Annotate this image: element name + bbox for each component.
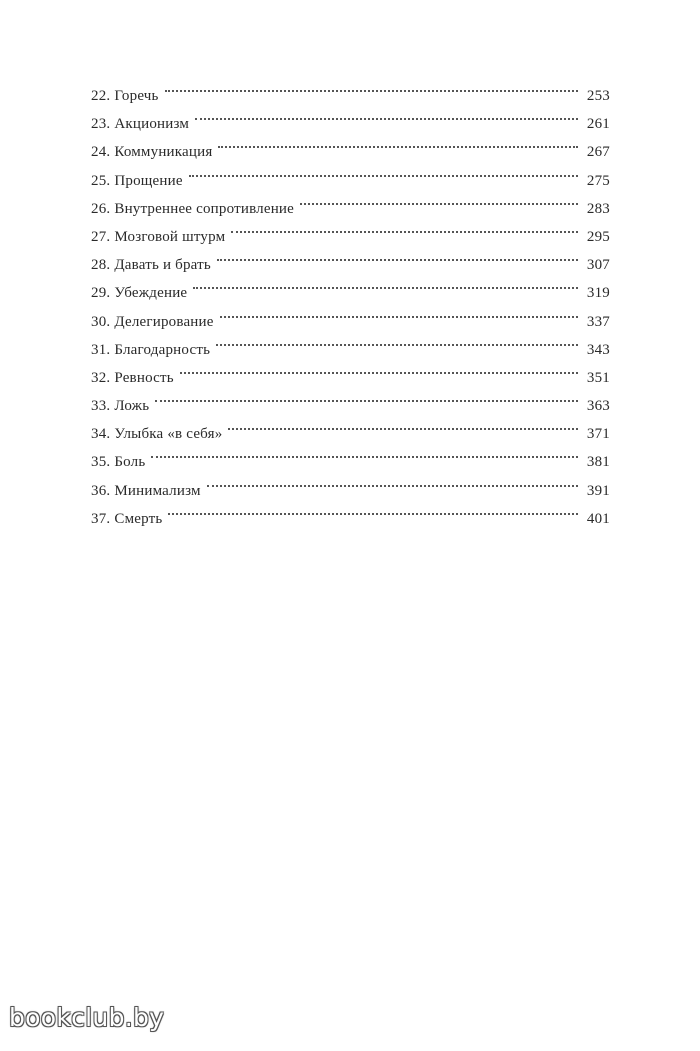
toc-entry-title: Ревность	[114, 369, 174, 386]
dot-leader	[168, 495, 578, 523]
toc-entry-number: 25.	[91, 172, 111, 189]
toc-entry-page: 275	[586, 172, 610, 189]
toc-entry-number: 31.	[91, 341, 111, 358]
toc-entry-number: 29.	[91, 285, 111, 302]
dot-leader	[151, 438, 578, 466]
toc-entry-page: 401	[586, 510, 610, 527]
toc-entry-title: Ложь	[114, 398, 150, 415]
toc-entry-page: 351	[586, 369, 610, 386]
toc-entry	[91, 410, 610, 443]
toc-entry-page: 319	[586, 285, 610, 302]
toc-entry	[91, 495, 610, 527]
toc-entry-title: Делегирование	[114, 313, 214, 330]
toc-entry-title: Убеждение	[114, 285, 188, 302]
toc-entry-page: 261	[586, 116, 610, 133]
toc-entry	[91, 72, 610, 104]
toc-entry-title: Горечь	[114, 88, 159, 104]
toc-entry-page: 343	[586, 341, 610, 358]
toc-entry-title: Акционизм	[114, 116, 190, 133]
toc-entry-number: 30.	[91, 313, 111, 330]
dot-leader	[217, 241, 578, 269]
dot-leader	[220, 298, 578, 326]
dot-leader	[195, 100, 578, 128]
toc-entry-number: 37.	[91, 510, 111, 527]
toc-entry-title: Боль	[114, 454, 146, 471]
table-of-contents	[91, 72, 610, 527]
toc-entry-number: 27.	[91, 228, 111, 245]
dot-leader	[228, 410, 578, 438]
toc-entry	[91, 100, 610, 133]
toc-entry-number: 22.	[91, 88, 111, 104]
toc-entry-page: 337	[586, 313, 610, 330]
toc-entry-title: Мозговой штурм	[114, 228, 226, 245]
toc-entry-number: 32.	[91, 369, 111, 386]
toc-entry-page: 267	[586, 144, 610, 161]
toc-entry-number: 35.	[91, 454, 111, 471]
toc-entry-number: 24.	[91, 144, 111, 161]
toc-entry	[91, 438, 610, 471]
toc-entry-number: 26.	[91, 200, 111, 217]
dot-leader	[216, 326, 578, 354]
toc-entry-title: Коммуникация	[114, 144, 213, 161]
toc-entry-number: 28.	[91, 257, 111, 274]
toc-entry-title: Смерть	[114, 510, 163, 527]
dot-leader	[218, 128, 578, 156]
toc-entry-page: 283	[586, 200, 610, 217]
toc-entry-page: 307	[586, 257, 610, 274]
toc-entry	[91, 467, 610, 499]
toc-entry-page: 391	[586, 482, 610, 499]
toc-entry-title: Давать и брать	[114, 257, 211, 274]
toc-entry-title: Минимализм	[114, 482, 201, 499]
toc-entry-number: 33.	[91, 398, 111, 415]
dot-leader	[189, 157, 578, 185]
toc-entry-title: Улыбка «в себя»	[114, 426, 223, 443]
toc-entry-page: 253	[586, 88, 610, 104]
dot-leader	[193, 269, 578, 297]
toc-entry-number: 36.	[91, 482, 111, 499]
toc-entry	[91, 382, 610, 415]
site-watermark: bookclub.by	[9, 1003, 165, 1032]
toc-entry-page: 371	[586, 426, 610, 443]
toc-entry-page: 295	[586, 228, 610, 245]
toc-entry-page: 381	[586, 454, 610, 471]
dot-leader	[165, 72, 578, 100]
toc-entry-title: Внутреннее сопротивление	[114, 200, 295, 217]
dot-leader	[180, 354, 578, 382]
toc-entry-number: 23.	[91, 116, 111, 133]
toc-entry-page: 363	[586, 398, 610, 415]
toc-entry-title: Прощение	[114, 172, 183, 189]
toc-entry-number: 34.	[91, 426, 111, 443]
toc-entry-title: Благодарность	[114, 341, 211, 358]
dot-leader	[231, 213, 578, 241]
dot-leader	[155, 382, 578, 410]
dot-leader	[207, 467, 578, 495]
dot-leader	[300, 185, 578, 213]
